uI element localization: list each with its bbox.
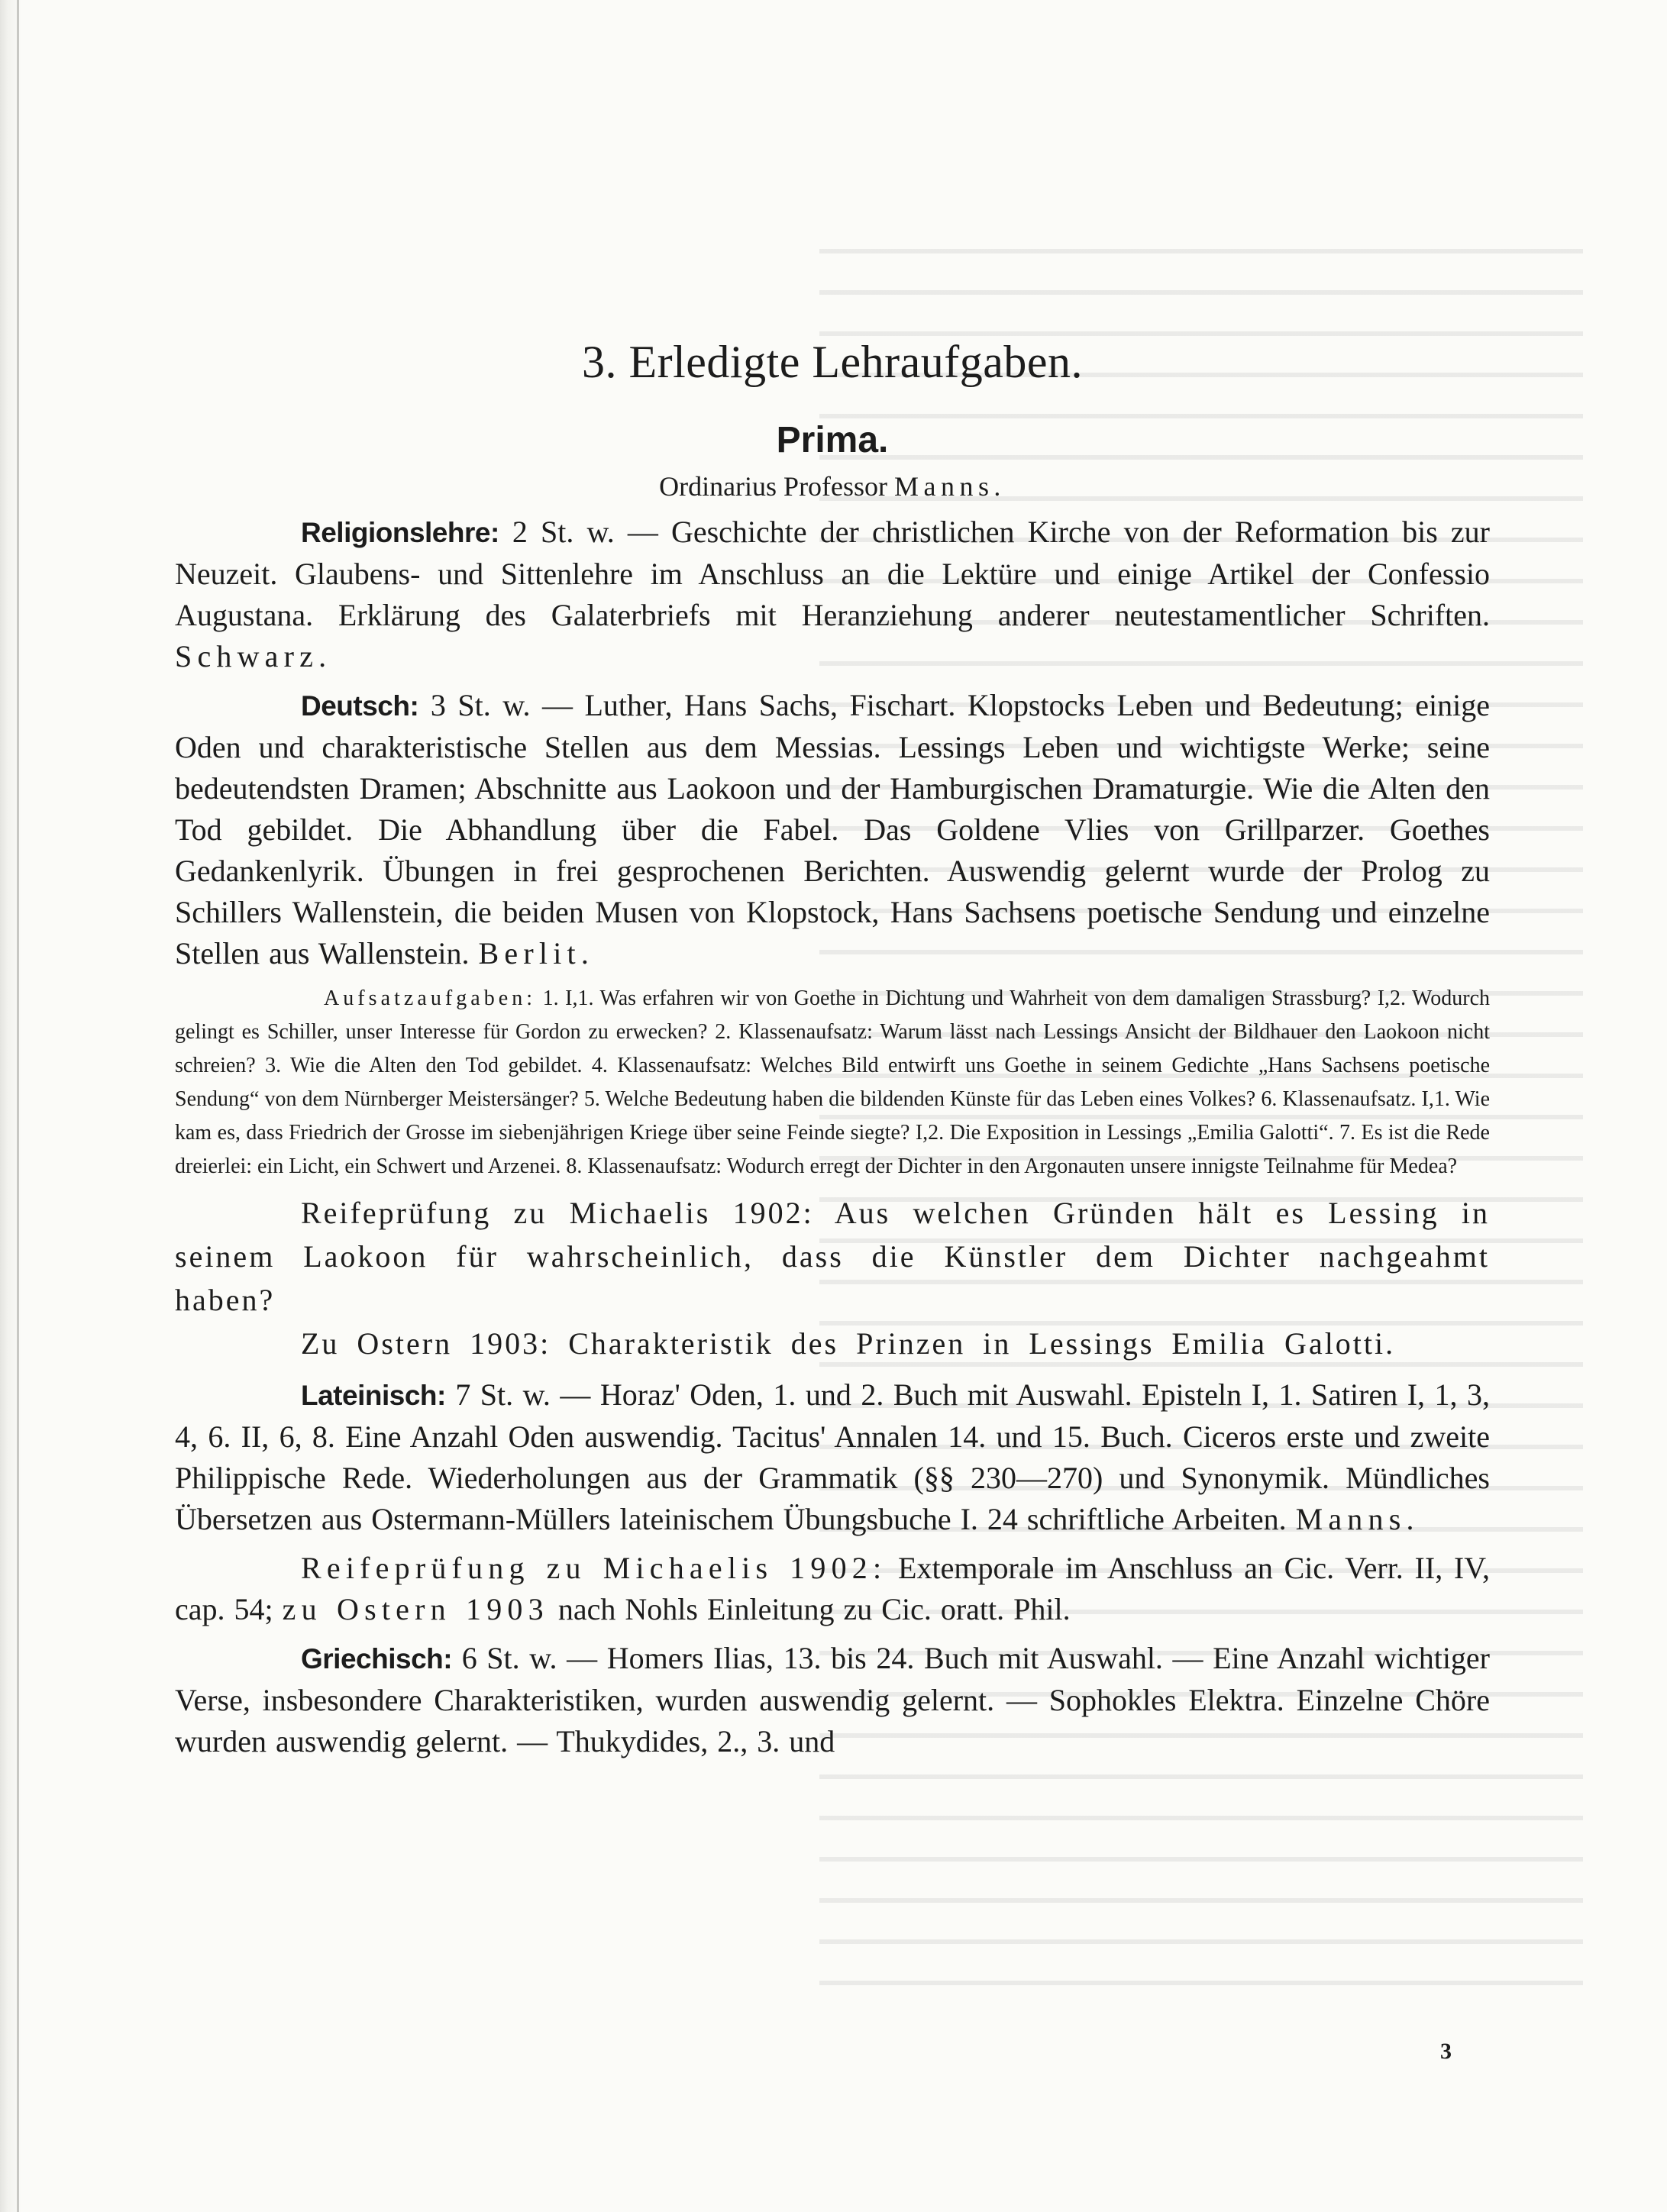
latein-text: 7 St. w. — Horaz' Oden, 1. und 2. Buch mit Auswahl. Episteln I, 1. Satiren I, 1, 3, 4, 6. II, 6, 8. Eine Anzahl Oden auswendig. Tacitus' Annalen 14. und 15. Buch. Ciceros erste und zweite Philippische Rede. Wiederholungen aus der Grammatik (§§ 230—270) und Synonymik. Mündliches Übersetzen aus Ostermann-Müllers lateinischem Übungsbuche I. 24 schriftliche Arbeiten. bbox=[175, 1377, 1490, 1536]
religion-paragraph bbox=[175, 512, 1490, 677]
latein-teacher: Manns. bbox=[1295, 1502, 1420, 1536]
class-heading: Prima. bbox=[776, 420, 889, 460]
page-number: 3 bbox=[1440, 2039, 1452, 2064]
deutsch-exam-michaelis: Reifeprüfung zu Michaelis 1902: Aus welchen Gründen hält es Lessing in seinem Laokoon für wahrscheinlich, dass die Künstler dem Dichter nachgeahmt haben? bbox=[175, 1196, 1490, 1317]
latein-exam-text-1: Extemporale im Anschluss an Cic. Verr. II, IV, cap. 54; bbox=[175, 1551, 1490, 1626]
latein-exam-label: Reifeprüfung zu Michaelis 1902: bbox=[301, 1551, 887, 1585]
aufsatz-paragraph bbox=[175, 982, 1490, 1184]
deutsch-paragraph bbox=[175, 685, 1490, 974]
page-binding-edge bbox=[17, 0, 19, 2212]
griechisch-subject: Griechisch: bbox=[301, 1643, 453, 1674]
aufsatz-text: 1. I,1. Was erfahren wir von Goethe in Dichtung und Wahrheit von dem damaligen Strassburg? I,2. Wodurch gelingt es Schiller, unser Interesse für Gordon zu erwecken? 2. Klassenaufsatz: Warum lässt nach Lessings Ansicht der Bildhauer den Laokoon nicht schreien? 3. Wie die Alten den Tod gebildet. 4. Klassenaufsatz: Welches Bild entwirft uns Goethe in seinem Gedichte „Hans Sachsens poetische Sendung“ von dem Nürnberger Meistersänger? 5. Welche Bedeutung haben die bildenden Künste für das Leben eines Volkes? 6. Klassenaufsatz. I,1. Wie kam es, dass Friedrich der Grosse im siebenjährigen Kriege über seine Feinde siegte? I,2. Die Exposition in Lessings „Emilia Galotti“. 7. Es ist die Rede dreierlei: ein Licht, ein Schwert und Arzenei. 8. Klassenaufsatz: Wodurch erregt der Dichter in den Argonauten unsere innigste Teilnahme für Medea? bbox=[175, 987, 1490, 1178]
latein-exam-paragraph bbox=[175, 1548, 1490, 1630]
latein-exam-text-2: nach Nohls Einleitung zu Cic. oratt. Phil. bbox=[557, 1592, 1071, 1626]
deutsch-teacher: Berlit. bbox=[478, 936, 595, 970]
section-title: 3. Erledigte Lehraufgaben. bbox=[581, 337, 1084, 387]
document-page bbox=[175, 336, 1490, 1770]
griechisch-text: 6 St. w. — Homers Ilias, 13. bis 24. Buch mit Auswahl. — Eine Anzahl wichtiger Verse, insbesondere Charakteristiken, wurden auswendig gelernt. — Sophokles Elektra. Einzelne Chöre wurden auswendig gelernt. — Thukydides, 2., 3. und bbox=[175, 1641, 1491, 1758]
latein-paragraph bbox=[175, 1374, 1490, 1540]
ordinarius-line bbox=[175, 470, 1490, 502]
deutsch-subject: Deutsch: bbox=[301, 690, 419, 722]
ordinarius-label: Ordinarius Professor bbox=[659, 471, 888, 502]
religion-subject: Religionslehre: bbox=[301, 517, 499, 548]
deutsch-exam-ostern: Zu Ostern 1903: Charakteristik des Prinzen in Lessings Emilia Galotti. bbox=[301, 1326, 1396, 1361]
religion-teacher: Schwarz. bbox=[175, 639, 332, 673]
religion-text: 2 St. w. — Geschichte der christlichen Kirche von der Reformation bis zur Neuzeit. Glaubens- und Sittenlehre im Anschluss an die Lektüre und einige Artikel der Confessio Augustana. Erklärung des Galaterbriefs mit Heranziehung anderer neutestamentlicher Schriften. bbox=[175, 515, 1491, 632]
griechisch-paragraph bbox=[175, 1638, 1490, 1762]
deutsch-text: 3 St. w. — Luther, Hans Sachs, Fischart. Klopstocks Leben und Bedeutung; einige Oden und charakteristische Stellen aus dem Messias. Lessings Leben und wichtigste Werke; seine bedeutendsten Dramen; Abschnitte aus Laokoon und der Hamburgischen Dramaturgie. Wie die Alten den Tod gebildet. Die Abhandlung über die Fabel. Das Goldene Vlies von Grillparzer. Goethes Gedankenlyrik. Übungen in frei gesprochenen Berichten. Auswendig gelernt wurde der Prolog zu Schillers Wallenstein, die beiden Musen von Klopstock, Hans Sachsens poetische Sendung und einzelne Stellen aus Wallenstein. bbox=[175, 688, 1491, 970]
latein-subject: Lateinisch: bbox=[301, 1380, 446, 1411]
ordinarius-name: Manns. bbox=[894, 471, 1006, 502]
aufsatz-label: Aufsatzaufgaben: bbox=[324, 987, 537, 1010]
latein-exam-ostern-label: zu Ostern 1903 bbox=[282, 1592, 549, 1626]
